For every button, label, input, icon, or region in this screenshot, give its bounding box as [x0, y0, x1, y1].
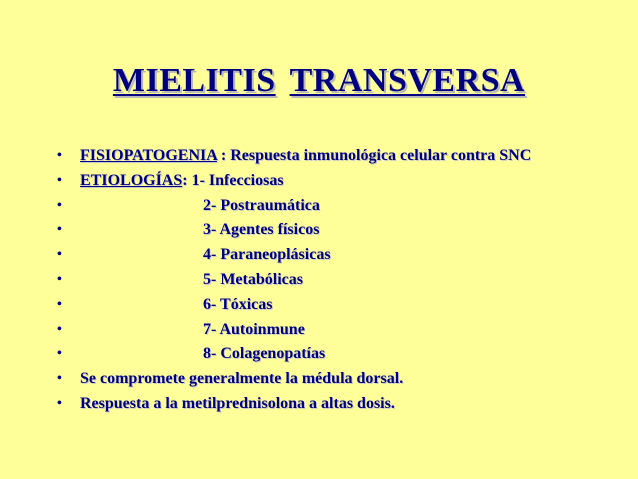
etiologia-item-2: 2- Postraumática: [203, 196, 320, 214]
bullet-dot-icon: •: [57, 321, 62, 337]
bullet-dot-icon: •: [57, 371, 62, 387]
bullet-dot-icon: •: [57, 395, 62, 411]
bullet-etiologia-7: [0, 319, 638, 344]
bullet-dot-icon: •: [57, 346, 62, 362]
bullet-dot-icon: •: [57, 148, 62, 163]
term-etiologias: ETIOLOGÍAS: [80, 171, 183, 189]
bullet-list: [0, 145, 638, 418]
metilprednisolona-text: Respuesta a la metilprednisolona a altas dosis.: [80, 394, 395, 412]
bullet-dot-icon: •: [57, 296, 62, 312]
bullet-fisiopatogenia: [0, 145, 638, 170]
etiologia-item-3: 3- Agentes físicos: [203, 221, 320, 239]
medula-dorsal-text: Se compromete generalmente la médula dorsal.: [80, 370, 404, 388]
bullet-text: [80, 147, 531, 165]
etiologia-item-8: 8- Colagenopatías: [203, 345, 326, 363]
title-word-mielitis: MIELITIS: [112, 62, 276, 99]
etiologia-item-5: 5- Metabólicas: [203, 270, 303, 288]
title-word-transversa: TRANSVERSA: [289, 62, 526, 99]
bullet-etiologia-6: [0, 294, 638, 319]
bullet-dot-icon: •: [57, 222, 62, 238]
bullet-medula-dorsal: [0, 368, 638, 393]
bullet-etiologia-8: [0, 343, 638, 368]
bullet-text: [80, 172, 284, 190]
fisiopatogenia-description: : Respuesta inmunológica celular contra SNC: [216, 147, 532, 164]
bullet-etiologias: [0, 170, 638, 195]
term-fisiopatogenia: FISIOPATOGENIA: [80, 147, 217, 164]
etiologia-item-4: 4- Paraneoplásicas: [203, 246, 331, 264]
bullet-metilprednisolona: [0, 393, 638, 418]
bullet-etiologia-4: [0, 244, 638, 269]
slide-title: [0, 62, 638, 100]
etiologia-item-1: : 1- Infecciosas: [182, 171, 284, 189]
etiologia-item-7: 7- Autoinmune: [203, 320, 305, 338]
bullet-dot-icon: •: [57, 271, 62, 287]
bullet-dot-icon: •: [57, 247, 62, 263]
bullet-dot-icon: •: [57, 172, 62, 188]
etiologia-item-6: 6- Tóxicas: [203, 295, 273, 313]
bullet-dot-icon: •: [57, 197, 62, 213]
bullet-etiologia-5: [0, 269, 638, 294]
bullet-etiologia-3: [0, 219, 638, 244]
bullet-etiologia-2: [0, 195, 638, 220]
